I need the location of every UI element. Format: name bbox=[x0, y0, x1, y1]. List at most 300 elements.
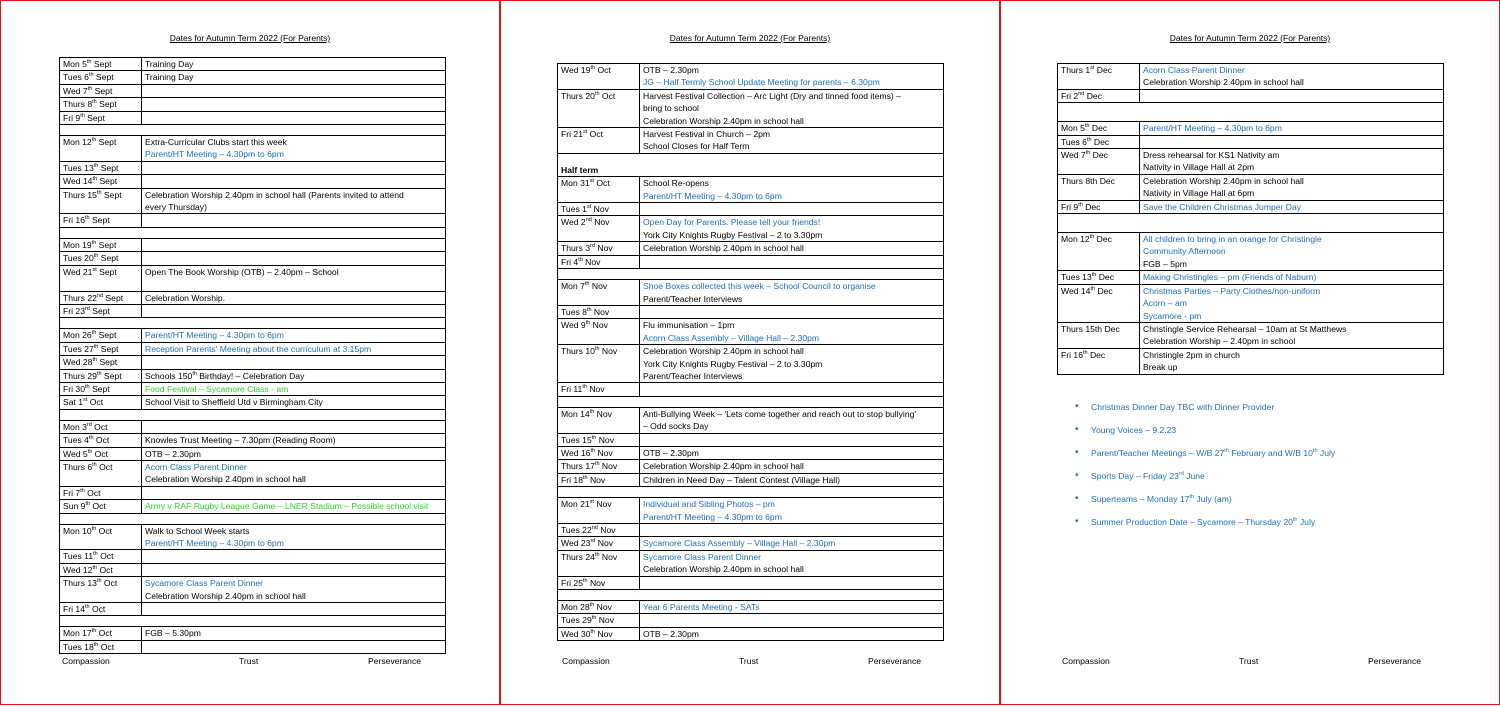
table-row bbox=[558, 460, 944, 473]
event-line: Acorn Class Parent Dinner bbox=[1143, 65, 1245, 75]
spacer-row bbox=[558, 396, 944, 407]
table-row bbox=[558, 498, 944, 524]
event-line: York City Knights Rugby Festival – 2 to 3.30pm bbox=[643, 229, 823, 240]
date-cell: Tues 27th Sept bbox=[60, 342, 142, 355]
event-cell bbox=[640, 255, 944, 268]
date-cell: Fri 16th Dec bbox=[1058, 348, 1140, 374]
event-cell bbox=[142, 640, 446, 653]
table-row bbox=[60, 71, 446, 84]
event-cell bbox=[142, 84, 446, 97]
date-cell: Wed 14th Dec bbox=[1058, 284, 1140, 322]
event-line: Walk to School Week starts bbox=[145, 525, 250, 536]
table-row bbox=[60, 627, 446, 640]
event-line: All children to bring in an orange for Christingle bbox=[1143, 234, 1322, 245]
spacer-row bbox=[1058, 214, 1444, 233]
event-line: School Re-opens bbox=[643, 178, 709, 189]
table-row bbox=[60, 252, 446, 265]
table-row bbox=[558, 576, 944, 589]
event-cell bbox=[142, 460, 446, 486]
event-line: OTB – 2.30pm bbox=[643, 628, 699, 639]
table-row bbox=[60, 356, 446, 369]
date-cell: Wed 16th Nov bbox=[558, 446, 640, 459]
event-line: Flu immunisation – 1pm bbox=[643, 320, 735, 331]
event-cell bbox=[1140, 122, 1444, 135]
spacer-row bbox=[60, 318, 446, 329]
table-row bbox=[60, 188, 446, 214]
event-cell bbox=[640, 64, 944, 90]
date-cell: Fri 9th Dec bbox=[1058, 200, 1140, 213]
footer-center: Trust bbox=[1239, 656, 1259, 666]
spacer-row bbox=[60, 409, 446, 420]
event-cell bbox=[640, 216, 944, 242]
event-cell bbox=[142, 447, 446, 460]
spacer-row bbox=[60, 125, 446, 136]
date-cell: Thurs 15th Dec bbox=[1058, 322, 1140, 348]
event-cell bbox=[142, 71, 446, 84]
list-item: • Summer Production Date – Sycamore – Thursday 20th July bbox=[1075, 516, 1335, 539]
table-row bbox=[1058, 271, 1444, 284]
date-cell: Sat 1st Oct bbox=[60, 396, 142, 409]
table-row bbox=[60, 342, 446, 355]
date-cell: Thurs 10th Nov bbox=[558, 345, 640, 383]
event-cell bbox=[640, 446, 944, 459]
event-line: Celebration Worship 2.40pm in school hall bbox=[145, 590, 306, 601]
event-cell bbox=[1140, 174, 1444, 200]
calendar-table bbox=[59, 57, 446, 654]
date-cell: Fri 21st Oct bbox=[558, 128, 640, 154]
event-line bbox=[643, 577, 940, 589]
table-row bbox=[60, 175, 446, 188]
event-line: Sycamore - pm bbox=[1143, 310, 1202, 321]
date-cell: Wed 7th Sept bbox=[60, 84, 142, 97]
event-line: Harvest Festival in Church – 2pm bbox=[643, 129, 771, 140]
event-cell bbox=[142, 342, 446, 355]
table-row bbox=[60, 329, 446, 342]
event-line: Parent/Teacher Interviews bbox=[643, 293, 743, 304]
table-row bbox=[558, 614, 944, 627]
list-item: • Superteams – Monday 17th July (am) bbox=[1075, 493, 1335, 516]
event-cell bbox=[640, 601, 944, 614]
event-line: – Odd socks Day bbox=[643, 421, 709, 432]
event-line: Knowles Trust Meeting – 7.30pm (Reading Room) bbox=[145, 435, 336, 446]
date-cell: Fri 23rd Sept bbox=[60, 304, 142, 317]
event-cell bbox=[640, 345, 944, 383]
table-row bbox=[558, 473, 944, 486]
date-cell: Wed 28th Sept bbox=[60, 356, 142, 369]
spacer-cell bbox=[1058, 103, 1444, 122]
event-cell bbox=[142, 396, 446, 409]
table-row bbox=[60, 524, 446, 550]
event-line: Christingle Service Rehearsal – 10am at St Matthews bbox=[1143, 323, 1347, 334]
event-cell bbox=[640, 614, 944, 627]
event-cell bbox=[1140, 64, 1444, 90]
event-cell bbox=[640, 177, 944, 203]
table-row bbox=[60, 161, 446, 174]
table-row bbox=[1058, 233, 1444, 271]
date-cell: Mon 31st Oct bbox=[558, 177, 640, 203]
date-cell: Tues 11th Oct bbox=[60, 550, 142, 563]
event-cell bbox=[1140, 271, 1444, 284]
table-row bbox=[1058, 89, 1444, 102]
table-row bbox=[60, 291, 446, 304]
table-row bbox=[558, 280, 944, 306]
event-cell bbox=[142, 188, 446, 214]
table-row bbox=[60, 136, 446, 162]
date-cell: Mon 28th Nov bbox=[558, 601, 640, 614]
spacer-row bbox=[558, 590, 944, 601]
date-cell: Fri 2nd Dec bbox=[1058, 89, 1140, 102]
page-title: Dates for Autumn Term 2022 (For Parents) bbox=[669, 33, 831, 43]
date-cell: Mon 21st Nov bbox=[558, 498, 640, 524]
event-cell bbox=[640, 319, 944, 345]
event-cell bbox=[1140, 200, 1444, 213]
spacer-cell bbox=[1058, 214, 1444, 233]
date-cell: Tues 22nd Nov bbox=[558, 524, 640, 537]
spacer-row bbox=[60, 513, 446, 524]
table-row bbox=[558, 627, 944, 640]
event-line: Making Christingles – pm (Friends of Naburn) bbox=[1143, 272, 1317, 283]
date-cell: Mon 19th Sept bbox=[60, 238, 142, 251]
table-row bbox=[60, 98, 446, 111]
spacer-cell bbox=[60, 125, 446, 136]
table-row bbox=[558, 537, 944, 550]
table-row bbox=[558, 89, 944, 127]
event-line: Celebration Worship 2.40pm in school hall bbox=[643, 243, 804, 254]
date-cell: Thurs 6th Oct bbox=[60, 460, 142, 486]
event-line bbox=[1143, 90, 1440, 102]
page-title: Dates for Autumn Term 2022 (For Parents) bbox=[169, 33, 331, 43]
footer-left: Compassion bbox=[62, 656, 110, 666]
event-line: Children in Need Day – Talent Contest (Village Hall) bbox=[643, 474, 840, 485]
event-line: Acorn – am bbox=[1143, 298, 1187, 309]
event-line: Training Day bbox=[145, 59, 194, 69]
date-cell: Wed 5th Oct bbox=[60, 447, 142, 460]
event-cell bbox=[640, 550, 944, 576]
list-item: • Christmas Dinner Day TBC with Dinner Provider bbox=[1075, 401, 1335, 424]
event-line: Celebration Worship 2.40pm in school hall bbox=[643, 564, 804, 575]
table-row bbox=[60, 58, 446, 71]
date-cell: Thurs 29th Sept bbox=[60, 369, 142, 382]
event-cell bbox=[142, 252, 446, 265]
spacer-cell bbox=[558, 396, 944, 407]
event-line: Parent/Teacher Interviews bbox=[643, 370, 743, 381]
calendar-table bbox=[1057, 63, 1444, 375]
event-cell bbox=[640, 128, 944, 154]
event-line: Celebration Worship 2.40pm in school hall (Parents invited to attend bbox=[145, 189, 404, 200]
table-row bbox=[558, 64, 944, 90]
event-cell bbox=[142, 291, 446, 304]
table-row bbox=[1058, 122, 1444, 135]
event-line: School Closes for Half Term bbox=[643, 141, 750, 152]
spacer-cell bbox=[558, 590, 944, 601]
event-line: Extra-Curricular Clubs start this week bbox=[145, 137, 287, 148]
event-cell bbox=[142, 420, 446, 433]
footer-center: Trust bbox=[239, 656, 259, 666]
date-cell: Wed 14th Sept bbox=[60, 175, 142, 188]
date-cell: Fri 4th Nov bbox=[558, 255, 640, 268]
date-cell: Thurs 22nd Sept bbox=[60, 291, 142, 304]
table-row bbox=[60, 486, 446, 499]
event-line: Army v RAF Rugby League Game – LNER Stadium – Possible school visit bbox=[145, 501, 429, 512]
event-cell bbox=[142, 356, 446, 369]
date-cell: Wed 9th Nov bbox=[558, 319, 640, 345]
date-cell: Thurs 20th Oct bbox=[558, 89, 640, 127]
event-line: Celebration Worship – 2.40pm in school bbox=[1143, 336, 1296, 347]
event-cell bbox=[142, 434, 446, 447]
event-cell bbox=[142, 58, 446, 71]
event-line: Acorn Class Assembly – Village Hall – 2.30pm bbox=[643, 332, 820, 343]
spacer-row bbox=[1058, 103, 1444, 122]
date-cell: Mon 10th Oct bbox=[60, 524, 142, 550]
table-row bbox=[558, 524, 944, 537]
date-cell: Tues 6th Sept bbox=[60, 71, 142, 84]
event-cell bbox=[142, 265, 446, 291]
table-row bbox=[558, 383, 944, 396]
event-line: Community Afternoon bbox=[1143, 246, 1226, 257]
event-cell bbox=[640, 627, 944, 640]
event-line: OTB – 2.30pm bbox=[643, 65, 699, 75]
table-row bbox=[60, 84, 446, 97]
section-header: Half term bbox=[558, 153, 944, 176]
event-line: Parent/HT Meeting – 4.30pm to 6pm bbox=[145, 149, 284, 160]
page-2 bbox=[500, 0, 1000, 705]
event-cell bbox=[640, 242, 944, 255]
event-line: Acorn Class Parent Dinner bbox=[145, 461, 247, 472]
event-cell bbox=[142, 382, 446, 395]
table-row bbox=[60, 382, 446, 395]
event-line: Individual and Sibling Photos – pm bbox=[643, 499, 775, 510]
calendar-table bbox=[557, 63, 944, 641]
date-cell: Thurs 13th Oct bbox=[60, 577, 142, 603]
table-row bbox=[60, 214, 446, 227]
event-cell bbox=[142, 577, 446, 603]
date-cell: Mon 7th Nov bbox=[558, 280, 640, 306]
date-cell: Tues 13th Dec bbox=[1058, 271, 1140, 284]
event-cell bbox=[142, 304, 446, 317]
event-line: Celebration Worship 2.40pm in school hall bbox=[1143, 175, 1304, 186]
list-item: • Sports Day – Friday 23rd June bbox=[1075, 470, 1335, 493]
event-cell bbox=[640, 460, 944, 473]
date-cell: Wed 12th Oct bbox=[60, 563, 142, 576]
date-cell: Wed 7th Dec bbox=[1058, 149, 1140, 175]
date-cell: Mon 5th Sept bbox=[60, 58, 142, 71]
table-row bbox=[1058, 64, 1444, 90]
event-line: Sycamore Class Parent Dinner bbox=[643, 551, 761, 562]
event-cell bbox=[640, 537, 944, 550]
event-cell bbox=[142, 111, 446, 124]
event-cell bbox=[640, 524, 944, 537]
future-dates-list bbox=[1075, 401, 1335, 539]
event-line: Break up bbox=[1143, 362, 1178, 373]
table-row bbox=[558, 177, 944, 203]
event-line: OTB – 2.30pm bbox=[145, 448, 201, 459]
event-cell bbox=[640, 433, 944, 446]
event-line: Parent/HT Meeting – 4.30pm to 6pm bbox=[1143, 123, 1282, 134]
table-row bbox=[558, 550, 944, 576]
event-line: Shoe Boxes collected this week – School Council to organise bbox=[643, 281, 876, 292]
event-cell bbox=[142, 563, 446, 576]
event-cell bbox=[142, 329, 446, 342]
spacer-row bbox=[60, 616, 446, 627]
event-line: Nativity in Village Hall at 6pm bbox=[1143, 188, 1255, 199]
date-cell: Tues 6th Dec bbox=[1058, 135, 1140, 148]
event-cell bbox=[640, 305, 944, 318]
date-cell: Wed 30th Nov bbox=[558, 627, 640, 640]
table-row bbox=[60, 265, 446, 291]
event-cell bbox=[142, 524, 446, 550]
event-cell bbox=[640, 498, 944, 524]
date-cell: Wed 2nd Nov bbox=[558, 216, 640, 242]
event-cell bbox=[1140, 149, 1444, 175]
table-row bbox=[60, 304, 446, 317]
event-line: Celebration Worship 2.40pm in school hall bbox=[643, 461, 804, 472]
spacer-cell bbox=[60, 227, 446, 238]
event-line: Parent/HT Meeting – 4.30pm to 6pm bbox=[643, 190, 782, 201]
event-line: Sycamore Class Assembly – Village Hall – 2.30pm bbox=[643, 538, 836, 549]
event-line: Parent/HT Meeting – 4.30pm to 6pm bbox=[643, 511, 782, 522]
event-line: Celebration Worship 2.40pm in school hall bbox=[1143, 77, 1304, 88]
table-row bbox=[558, 255, 944, 268]
spacer-cell bbox=[558, 269, 944, 280]
date-cell: Fri 7th Oct bbox=[60, 486, 142, 499]
event-line: Year 6 Parents Meeting - SATs bbox=[643, 602, 760, 613]
table-row bbox=[1058, 284, 1444, 322]
event-line: OTB – 2.30pm bbox=[643, 447, 699, 458]
date-cell: Fri 11th Nov bbox=[558, 383, 640, 396]
date-cell: Tues 1st Nov bbox=[558, 203, 640, 216]
date-cell: Mon 17th Oct bbox=[60, 627, 142, 640]
date-cell: Tues 15th Nov bbox=[558, 433, 640, 446]
event-line: Parent/HT Meeting – 4.30pm to 6pm bbox=[145, 330, 284, 341]
table-row bbox=[60, 500, 446, 513]
table-row bbox=[558, 305, 944, 318]
event-cell bbox=[142, 136, 446, 162]
spacer-cell bbox=[60, 513, 446, 524]
event-cell bbox=[142, 214, 446, 227]
date-cell: Wed 21st Sept bbox=[60, 265, 142, 291]
event-line: Open The Book Worship (OTB) – 2.40pm – School bbox=[145, 266, 339, 277]
event-cell bbox=[142, 486, 446, 499]
date-cell: Wed 23rd Nov bbox=[558, 537, 640, 550]
event-line: FGB – 5.30pm bbox=[145, 628, 201, 639]
event-line: Open Day for Parents. Please tell your friends! bbox=[643, 217, 821, 228]
list-item: • Parent/Teacher Meetings – W/B 27th February and W/B 10th July bbox=[1075, 447, 1335, 470]
footer-left: Compassion bbox=[1062, 656, 1110, 666]
footer-right: Perseverance bbox=[1368, 656, 1422, 666]
date-cell: Fri 9th Sept bbox=[60, 111, 142, 124]
event-line: Celebration Worship. bbox=[145, 292, 226, 303]
event-line: Schools 150th Birthday! – Celebration Day bbox=[145, 370, 305, 381]
table-row bbox=[558, 319, 944, 345]
event-cell bbox=[1140, 348, 1444, 374]
table-row bbox=[1058, 149, 1444, 175]
spacer-cell bbox=[60, 409, 446, 420]
date-cell: Wed 19th Oct bbox=[558, 64, 640, 90]
event-line: Christmas Parties – Party Clothes/non-uniform bbox=[1143, 285, 1321, 296]
event-line: Save the Children Christmas Jumper Day bbox=[1143, 201, 1302, 212]
table-row bbox=[558, 601, 944, 614]
event-cell bbox=[640, 280, 944, 306]
date-cell: Mon 5th Dec bbox=[1058, 122, 1140, 135]
table-row bbox=[1058, 322, 1444, 348]
event-line: Food Festival – Sycamore Class - am bbox=[145, 383, 289, 394]
table-row bbox=[1058, 348, 1444, 374]
spacer-row bbox=[60, 227, 446, 238]
table-row bbox=[558, 242, 944, 255]
event-cell bbox=[142, 238, 446, 251]
date-cell: Fri 18th Nov bbox=[558, 473, 640, 486]
table-row bbox=[558, 433, 944, 446]
footer-right: Perseverance bbox=[868, 656, 922, 666]
event-line: Nativity in Village Hall at 2pm bbox=[1143, 162, 1255, 173]
table-row bbox=[558, 345, 944, 383]
date-cell: Fri 30th Sept bbox=[60, 382, 142, 395]
section-header-row bbox=[558, 153, 944, 176]
event-cell bbox=[640, 473, 944, 486]
event-line: Celebration Worship 2.40pm in school hall bbox=[145, 474, 306, 485]
event-cell bbox=[1140, 233, 1444, 271]
page-1 bbox=[0, 0, 500, 705]
date-cell: Mon 26th Sept bbox=[60, 329, 142, 342]
event-cell bbox=[142, 98, 446, 111]
date-cell: Mon 14th Nov bbox=[558, 407, 640, 433]
event-line: Anti-Bullying Week – 'Lets come together and reach out to stop bullying' bbox=[643, 408, 917, 419]
date-cell: Thurs 15th Sept bbox=[60, 188, 142, 214]
date-cell: Mon 3rd Oct bbox=[60, 420, 142, 433]
table-row bbox=[558, 446, 944, 459]
table-row bbox=[60, 111, 446, 124]
table-row bbox=[558, 407, 944, 433]
date-cell: Tues 4th Oct bbox=[60, 434, 142, 447]
date-cell: Fri 14th Oct bbox=[60, 603, 142, 616]
table-row bbox=[1058, 200, 1444, 213]
date-cell: Sun 9th Oct bbox=[60, 500, 142, 513]
spacer-row bbox=[558, 269, 944, 280]
date-cell: Fri 16th Sept bbox=[60, 214, 142, 227]
table-row bbox=[1058, 174, 1444, 200]
event-line: Sycamore Class Parent Dinner bbox=[145, 578, 263, 589]
table-row bbox=[60, 563, 446, 576]
event-cell bbox=[640, 89, 944, 127]
list-item: • Young Voices – 9.2.23 bbox=[1075, 424, 1335, 447]
event-line: Celebration Worship 2.40pm in school hall bbox=[643, 346, 804, 357]
table-row bbox=[60, 238, 446, 251]
event-line: JG – Half Termly School Update Meeting for parents – 6.30pm bbox=[643, 77, 880, 88]
date-cell: Tues 8th Nov bbox=[558, 305, 640, 318]
event-line: Harvest Festival Collection – Arc Light (Dry and tinned food items) – bbox=[643, 90, 901, 101]
event-cell bbox=[640, 383, 944, 396]
event-cell bbox=[1140, 89, 1444, 102]
event-cell bbox=[142, 161, 446, 174]
table-row bbox=[60, 550, 446, 563]
event-line: York City Knights Rugby Festival – 2 to 3.30pm bbox=[643, 358, 823, 369]
event-cell bbox=[142, 550, 446, 563]
event-cell bbox=[1140, 284, 1444, 322]
event-cell bbox=[1140, 135, 1444, 148]
table-row bbox=[60, 396, 446, 409]
table-row bbox=[60, 447, 446, 460]
table-row bbox=[558, 216, 944, 242]
date-cell: Mon 12th Sept bbox=[60, 136, 142, 162]
table-row bbox=[60, 434, 446, 447]
date-cell: Tues 13th Sept bbox=[60, 161, 142, 174]
event-cell bbox=[142, 175, 446, 188]
date-cell: Fri 25th Nov bbox=[558, 576, 640, 589]
event-line: Christingle 2pm in church bbox=[1143, 349, 1240, 360]
event-line: Dress rehearsal for KS1 Nativity am bbox=[1143, 150, 1280, 161]
page-3 bbox=[1000, 0, 1500, 705]
page-title: Dates for Autumn Term 2022 (For Parents) bbox=[1169, 33, 1331, 43]
